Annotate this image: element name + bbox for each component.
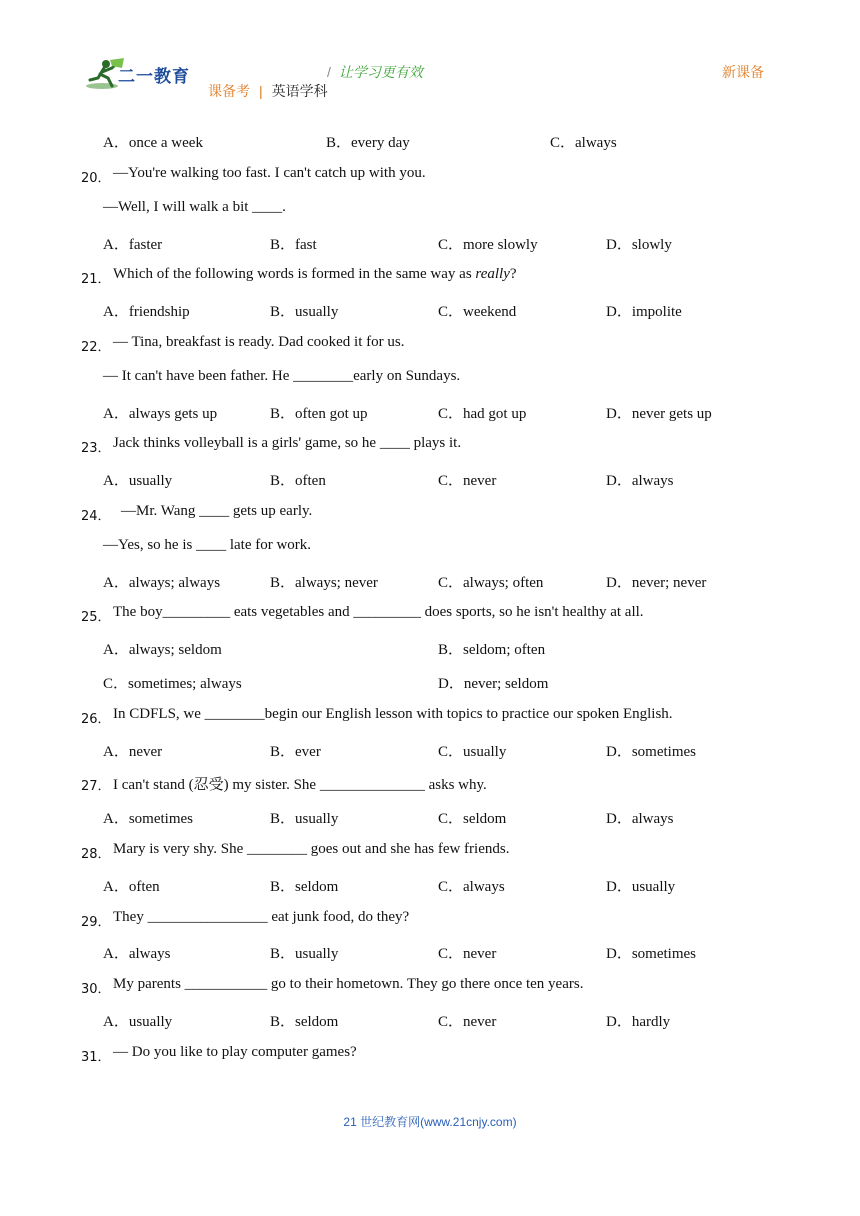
option: C．seldom	[438, 811, 507, 828]
question-text: My parents ___________ go to their hometown. They go there once ten years.	[113, 976, 584, 993]
question-text: —Well, I will walk a bit ____.	[103, 198, 286, 215]
option: B．every day	[326, 135, 410, 151]
option: B．usually	[270, 304, 339, 321]
slogan-text: 让学习更有效	[338, 64, 423, 80]
option: D．always	[606, 473, 674, 490]
options-row	[0, 1010, 860, 1032]
option: B．seldom	[270, 878, 339, 895]
question-text: The boy_________ eats vegetables and _________ does sports, so he isn't healthy at all.	[113, 604, 644, 621]
question-text: Jack thinks volleyball is a girls' game, so he ____ plays it.	[113, 435, 462, 452]
options-row	[0, 875, 860, 897]
question-line	[0, 503, 860, 525]
question-text: — Tina, breakfast is ready. Dad cooked it for us.	[113, 334, 405, 350]
question-text: Mary is very shy. She ________ goes out and she has few friends.	[113, 841, 510, 857]
option: B．usually	[270, 946, 339, 963]
option: A．often	[103, 878, 160, 895]
option: D．slowly	[606, 236, 672, 253]
options-row	[0, 233, 860, 255]
question-line	[0, 266, 860, 288]
option: A．sometimes	[103, 811, 193, 828]
question-number: 27．	[81, 779, 111, 795]
option: D．never; never	[606, 574, 707, 591]
option: D．impolite	[606, 304, 682, 321]
question-line	[0, 334, 860, 356]
option: D．always	[606, 811, 674, 828]
option: C．always	[438, 878, 505, 895]
option: C．more slowly	[438, 236, 538, 253]
question-text: Which of the following words is formed in the same way as really?	[113, 266, 517, 283]
subject-name: 英语学科	[271, 83, 328, 99]
options-row	[0, 469, 860, 491]
question-line	[0, 773, 860, 795]
option: A．always; seldom	[103, 642, 222, 659]
question-number: 22．	[81, 340, 111, 355]
question-number: 24．	[81, 509, 111, 524]
subject-prep: 课备考	[208, 83, 250, 99]
option: A．usually	[103, 473, 173, 490]
option: B．seldom; often	[438, 642, 546, 659]
option: B．usually	[270, 811, 339, 828]
options-row	[0, 638, 860, 660]
option: C．sometimes; always	[103, 676, 242, 692]
option: A．faster	[103, 236, 163, 253]
question-number: 21．	[81, 272, 111, 288]
question-number: 31．	[81, 1049, 111, 1065]
question-text: —You're walking too fast. I can't catch up with you.	[113, 165, 426, 181]
option: D．usually	[606, 878, 676, 895]
options-row	[0, 672, 860, 694]
question-number: 30．	[81, 982, 111, 998]
question-text: —Mr. Wang ____ gets up early.	[121, 503, 313, 519]
option: C．never	[438, 1014, 497, 1030]
slogan-slash: /	[327, 64, 331, 80]
option: B．seldom	[270, 1014, 339, 1030]
option: C．always; often	[438, 574, 544, 591]
question-line	[0, 199, 860, 221]
question-number: 29．	[81, 914, 111, 930]
question-line	[0, 537, 860, 559]
option: D．sometimes	[606, 743, 696, 760]
question-text: In CDFLS, we ________begin our English lesson with topics to practice our spoken English.	[113, 705, 673, 722]
header-new-course: 新课备	[722, 64, 764, 80]
option: B．fast	[270, 236, 317, 253]
option: C．usually	[438, 743, 507, 760]
option: C．had got up	[438, 405, 527, 422]
options-row	[0, 740, 860, 762]
options-row	[0, 571, 860, 593]
question-number: 20．	[81, 171, 111, 186]
question-text: They ________________ eat junk food, do they?	[113, 908, 410, 925]
question-number: 23．	[81, 441, 111, 457]
option: C．never	[438, 473, 497, 490]
question-number: 25．	[81, 610, 111, 626]
question-line	[0, 976, 860, 998]
question-line	[0, 841, 860, 863]
option: D．never; seldom	[438, 676, 549, 692]
question-number: 26．	[81, 711, 111, 727]
option: A．never	[103, 743, 163, 760]
option: B．often got up	[270, 405, 368, 422]
question-text: I can't stand (忍受) my sister. She ______________ asks why.	[113, 777, 487, 794]
options-row	[0, 402, 860, 424]
subject-separator: |	[259, 83, 263, 99]
options-row	[0, 300, 860, 322]
option: D．hardly	[606, 1014, 671, 1030]
question-text: — It can't have been father. He ________early on Sundays.	[103, 367, 461, 384]
options-row	[0, 807, 860, 829]
top-options-row	[0, 131, 860, 153]
option: D．sometimes	[606, 946, 696, 963]
question-line	[0, 368, 860, 390]
question-line	[0, 1044, 860, 1066]
option: B．always; never	[270, 574, 378, 591]
header-subject	[208, 81, 328, 101]
question-number: 28．	[81, 847, 111, 862]
option: A．friendship	[103, 304, 190, 321]
option: A．always gets up	[103, 405, 218, 422]
question-text: — Do you like to play computer games?	[113, 1043, 357, 1060]
question-text: —Yes, so he is ____ late for work.	[103, 536, 312, 553]
question-line	[0, 604, 860, 626]
option: A．always; always	[103, 574, 221, 591]
logo-text: 二一教育	[118, 67, 190, 86]
option: A．always	[103, 946, 171, 963]
question-line	[0, 165, 860, 187]
option: A．once a week	[103, 135, 203, 151]
option: B．often	[270, 473, 326, 490]
option: B．ever	[270, 743, 321, 760]
option: C．never	[438, 946, 497, 963]
page-header	[0, 0, 860, 110]
page-footer: 21 世纪教育网(www.21cnjy.com)	[343, 1115, 517, 1129]
option: A．usually	[103, 1014, 173, 1030]
option: D．never gets up	[606, 405, 712, 422]
header-slogan	[327, 62, 423, 82]
question-line	[0, 435, 860, 457]
option: C．weekend	[438, 304, 517, 321]
question-line	[0, 706, 860, 728]
options-row	[0, 942, 860, 964]
question-line	[0, 909, 860, 931]
option: C．always	[550, 135, 617, 151]
